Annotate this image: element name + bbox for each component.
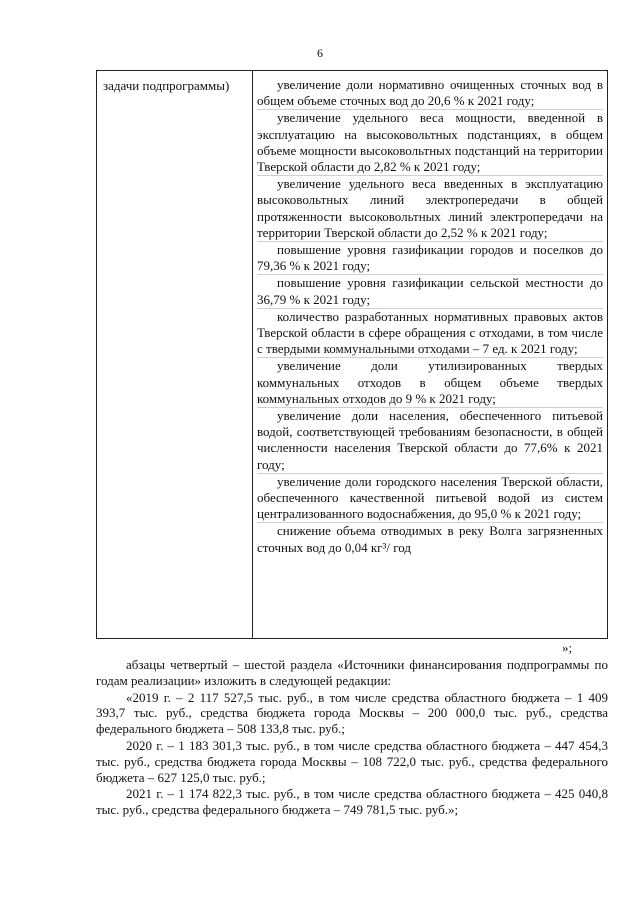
table-item: повышение уровня газификации городов и поселков до 79,36 % к 2021 году; [257, 242, 603, 275]
table-item: увеличение удельного веса введенных в эксплуатацию высоковольтных линий электропередачи в общей протяженности высоковольтных линий электропередачи на территории Тверской области до 2,52 % к 2021 году; [257, 176, 603, 242]
table-item: увеличение доли нормативно очищенных сточных вод в общем объеме сточных вод до 20,6 % к 2021 году; [257, 77, 603, 110]
table-item: увеличение удельного веса мощности, введенной в эксплуатацию на высоковольтных подстанциях, в общем объеме мощности высоковольтных подстанций на территории Тверской области до 2,82 % к 2021 году; [257, 110, 603, 176]
subprogram-table [96, 70, 608, 639]
table-item: увеличение доли населения, обеспеченного питьевой водой, соответствующей требованиям безопасности, в общей численности населения Тверской области до 77,6% к 2021 году; [257, 408, 603, 474]
table-right-column [253, 71, 607, 638]
table-item: увеличение доли утилизированных твердых коммунальных отходов в общем объеме твердых коммунальных отходов до 9 % к 2021 году; [257, 358, 603, 408]
closing-quote-mark: »; [562, 640, 573, 655]
paragraph: «2019 г. – 2 117 527,5 тыс. руб., в том числе средства областного бюджета – 1 409 393,7 тыс. руб., средства бюджета города Москвы – 200 000,0 тыс. руб., средства федерального бюджета – 508 133,8 тыс. руб.; [96, 689, 608, 737]
table-item: увеличение доли городского населения Тверской области, обеспеченного качественной питьевой водой из систем централизованного водоснабжения, до 95,0 % к 2021 году; [257, 474, 603, 524]
paragraph: 2021 г. – 1 174 822,3 тыс. руб., в том числе средства областного бюджета – 425 040,8 тыс. руб., средства федерального бюджета – 749 781,5 тыс. руб.»; [96, 786, 608, 818]
paragraph: 2020 г. – 1 183 301,3 тыс. руб., в том числе средства областного бюджета – 447 454,3 тыс. руб., средства бюджета города Москвы – 108 722,0 тыс. руб., средства федерального бюджета – 627 125,0 тыс. руб.; [96, 737, 608, 785]
table-item: количество разработанных нормативных правовых актов Тверской области в сфере обращения с отходами, в том числе с твердыми коммунальными отходами – 7 ед. к 2021 году; [257, 309, 603, 359]
body-text [96, 657, 608, 819]
paragraph: абзацы четвертый – шестой раздела «Источники финансирования подпрограммы по годам реализации» изложить в следующей редакции: [96, 657, 608, 688]
table-item: повышение уровня газификации сельской местности до 36,79 % к 2021 году; [257, 275, 603, 308]
page-number: 6 [317, 46, 323, 60]
table-item: снижение объема отводимых в реку Волга загрязненных сточных вод до 0,04 кг³/ год [257, 523, 603, 555]
table-left-column: задачи подпрограммы) [97, 71, 253, 638]
